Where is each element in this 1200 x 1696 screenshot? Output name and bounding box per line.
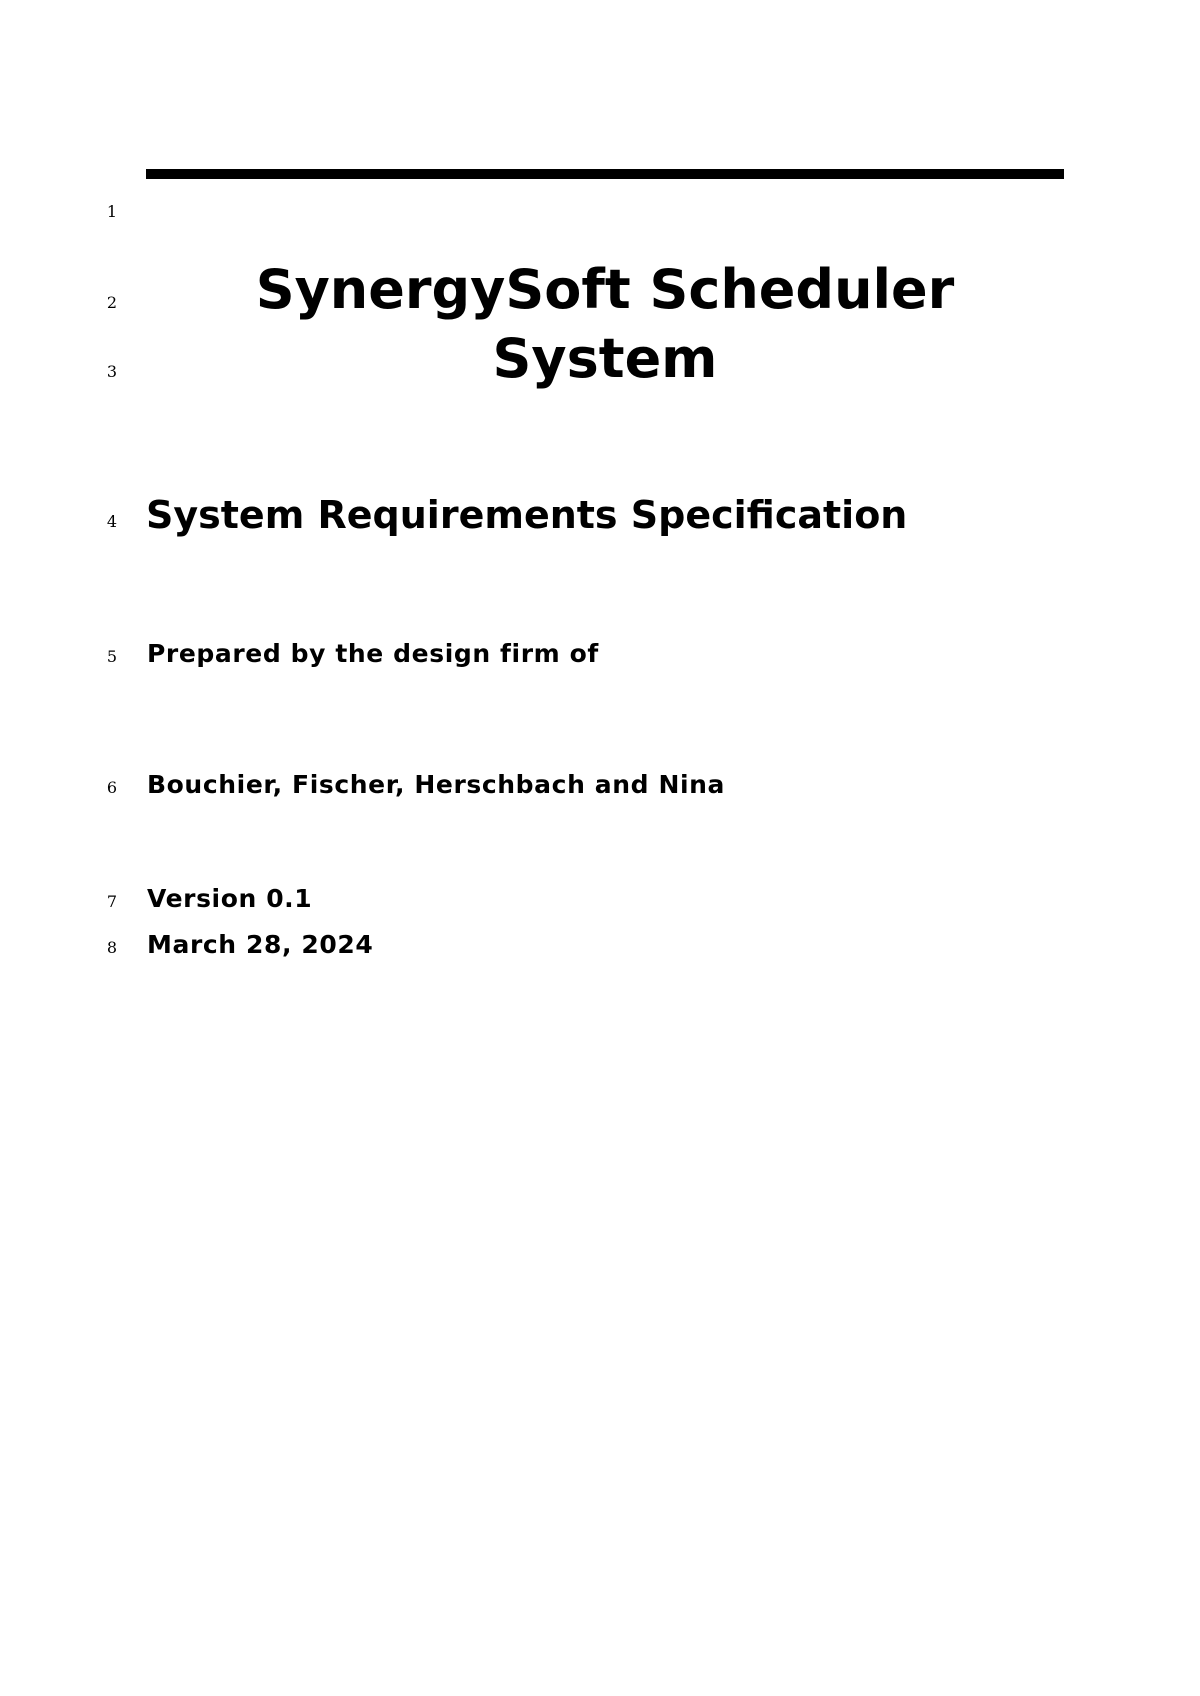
line-number-5: 5 [106,647,118,666]
line-number-7: 7 [106,892,118,911]
document-subtitle: System Requirements Specification [146,493,908,537]
document-title-line-2: System [492,327,718,390]
document-title-line-1: SynergySoft Scheduler [255,258,955,321]
line-number-3: 3 [106,362,118,381]
line-number-1: 1 [106,202,118,221]
line-number-6: 6 [106,778,118,797]
line-number-8: 8 [106,938,118,957]
line-number-2: 2 [106,293,118,312]
top-rule [146,169,1064,179]
version-line: Version 0.1 [147,884,313,913]
prepared-by-line: Prepared by the design firm of [147,639,599,668]
date-line: March 28, 2024 [147,930,374,959]
authors-line: Bouchier, Fischer, Herschbach and Nina [147,770,725,799]
line-number-4: 4 [106,512,118,531]
